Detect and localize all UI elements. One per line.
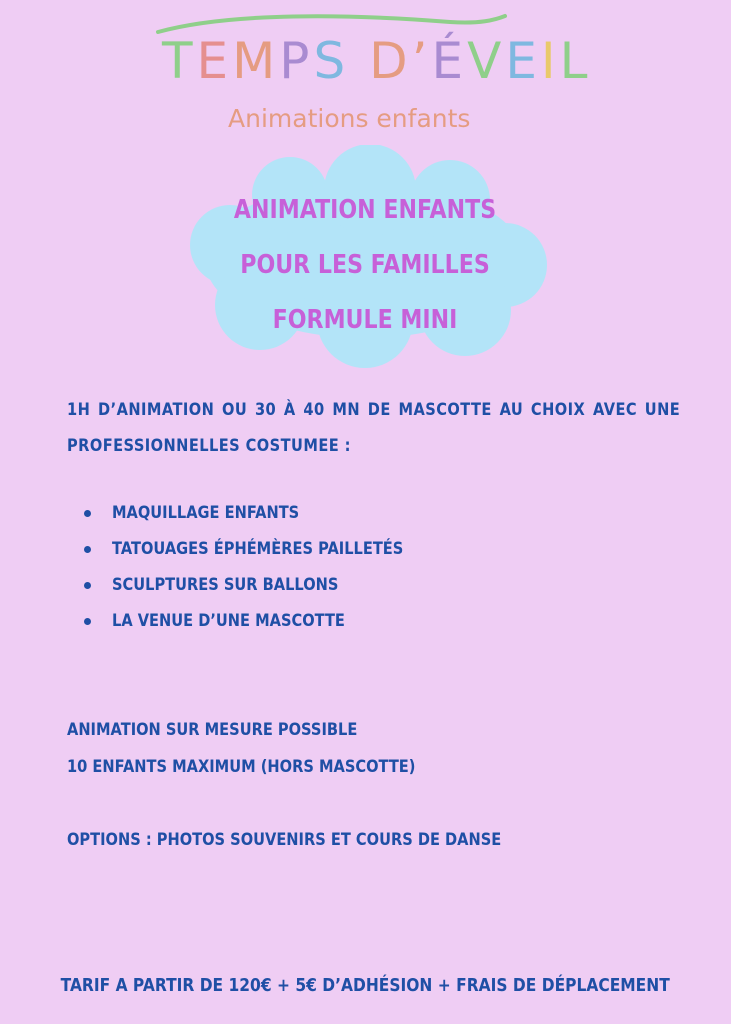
activity-list [84, 497, 451, 641]
bullet-dot-icon [84, 618, 91, 625]
max-children-text: 10 ENFANTS MAXIMUM (HORS MASCOTTE) [67, 757, 416, 777]
logo-letter: V [467, 32, 506, 90]
logo-letter: E [505, 32, 541, 90]
intro-line-1: 1H D’ANIMATION OU 30 À 40 MN DE MASCOTTE AU CHOIX AVEC UNE [67, 400, 681, 420]
logo-letter: L [559, 32, 592, 90]
headline [208, 183, 523, 348]
logo-title [162, 32, 592, 90]
headline-line-2: POUR LES FAMILLES [240, 250, 490, 280]
list-item: LA VENUE D’UNE MASCOTTE [84, 605, 451, 641]
intro-line-2: PROFESSIONNELLES COSTUMEE : [67, 436, 351, 456]
bullet-dot-icon [84, 510, 91, 517]
logo-letter [349, 32, 369, 90]
logo-letter: S [313, 32, 350, 90]
bullet-dot-icon [84, 582, 91, 589]
brand-logo [150, 10, 592, 140]
logo-letter: P [279, 32, 314, 90]
logo-letter: E [196, 32, 233, 90]
list-item: TATOUAGES ÉPHÉMÈRES PAILLETÉS [84, 533, 451, 569]
logo-letter: T [162, 32, 197, 90]
price-text: TARIF A PARTIR DE 120€ + 5€ D’ADHÉSION + FRAIS DE DÉPLACEMENT [60, 975, 671, 996]
custom-animation-text: ANIMATION SUR MESURE POSSIBLE [67, 720, 358, 740]
logo-subtitle: Animations enfants [228, 104, 471, 133]
logo-letter: ’ [411, 32, 432, 90]
logo-letter: D [369, 32, 412, 90]
headline-line-1: ANIMATION ENFANTS [233, 195, 497, 225]
options-text: OPTIONS : PHOTOS SOUVENIRS ET COURS DE DANSE [67, 830, 502, 850]
price-footer [0, 975, 731, 996]
logo-letter: M [232, 32, 280, 90]
logo-letter: I [540, 32, 560, 90]
headline-line-3: FORMULE MINI [272, 305, 458, 335]
intro-paragraph [67, 392, 680, 464]
list-item: SCULPTURES SUR BALLONS [84, 569, 451, 605]
list-item: MAQUILLAGE ENFANTS [84, 497, 451, 533]
logo-letter: É [431, 32, 468, 90]
bullet-dot-icon [84, 546, 91, 553]
